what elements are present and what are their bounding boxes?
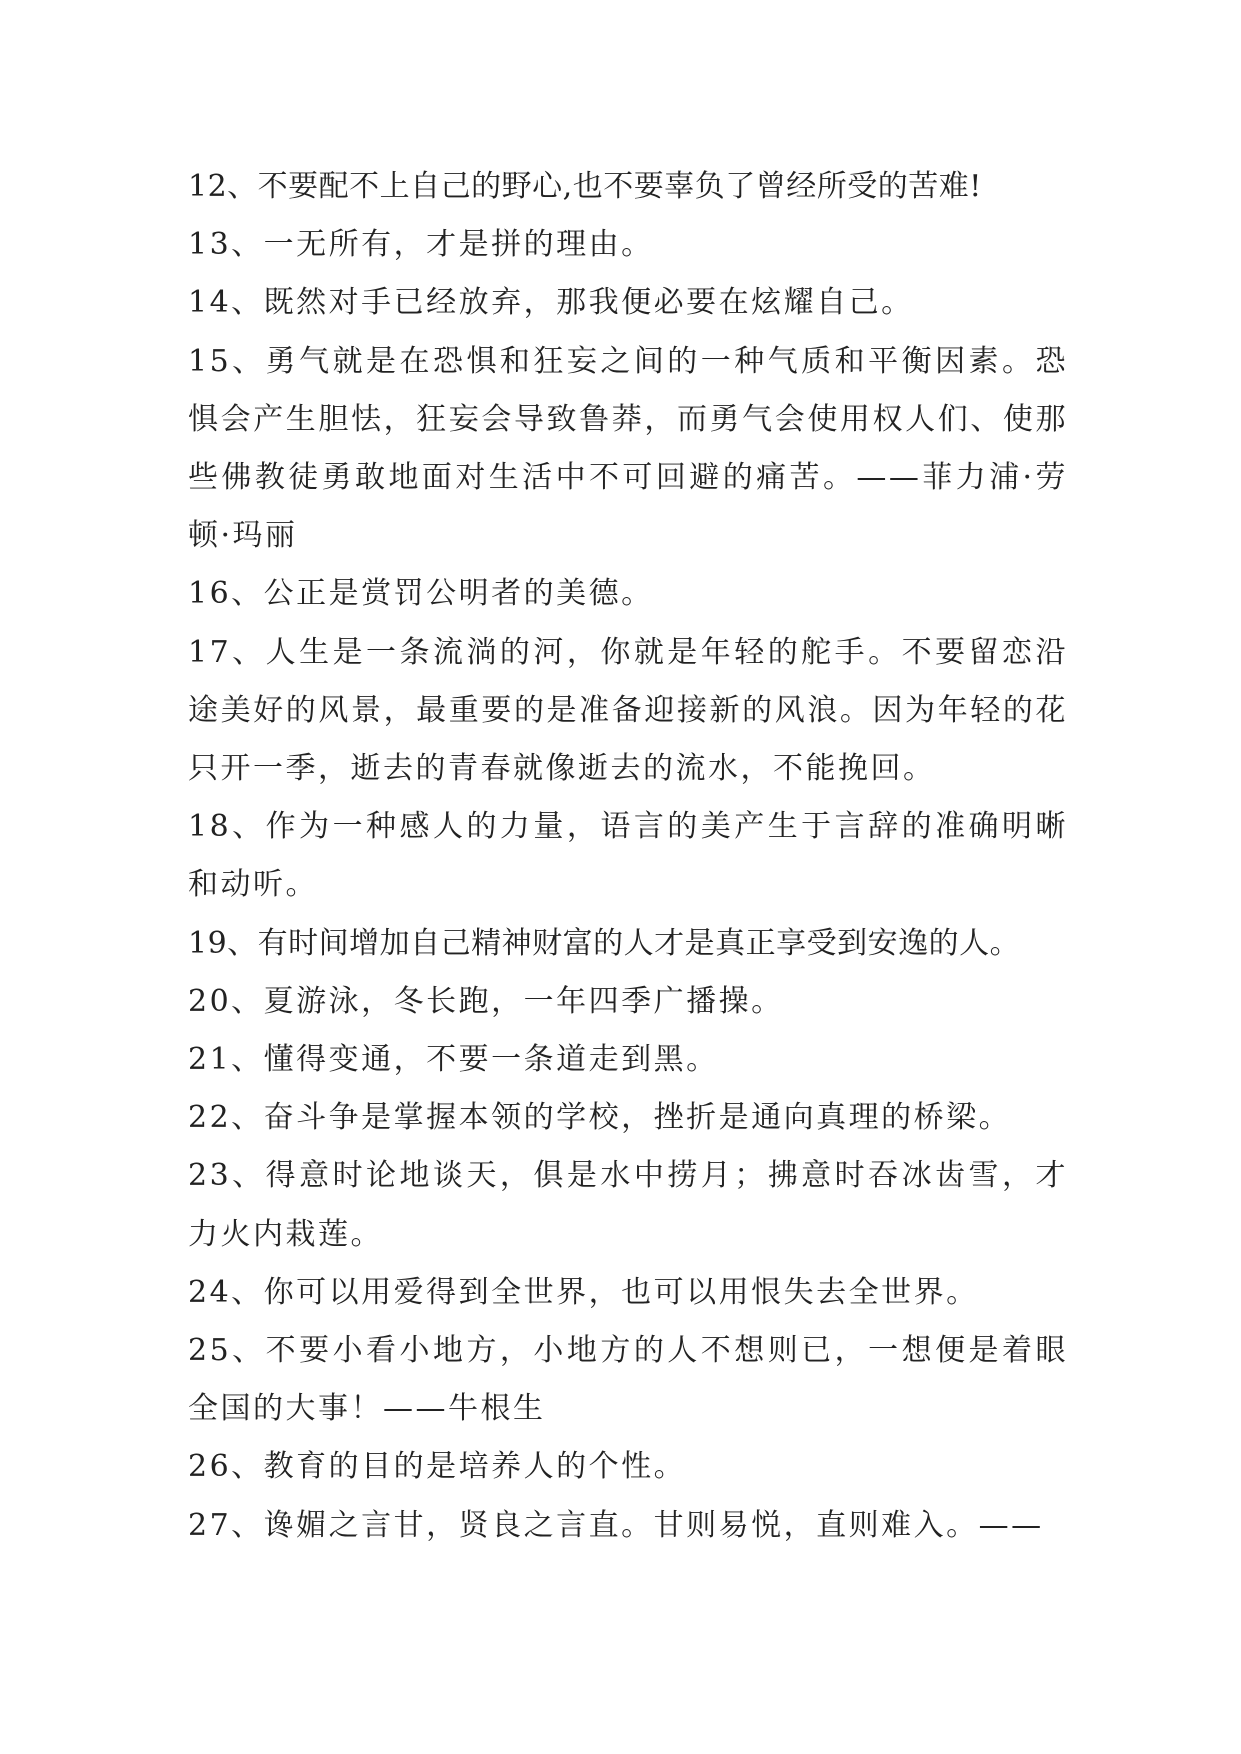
paragraph-17: 17、人生是一条流淌的河，你就是年轻的舵手。不要留恋沿途美好的风景，最重要的是准备迎接新的风浪。因为年轻的花只开一季，逝去的青春就像逝去的流水，不能挽回。 <box>188 634 1068 787</box>
paragraph-12: 12、不要配不上自己的野心,也不要辜负了曾经所受的苦难! <box>188 169 982 204</box>
paragraph-20: 20、夏游泳，冬长跑，一年四季广播操。 <box>188 983 784 1019</box>
paragraph-27: 27、谗媚之言甘，贤良之言直。甘则易悦，直则难入。—— <box>188 1507 1044 1543</box>
paragraph-24: 24、你可以用爱得到全世界，也可以用恨失去全世界。 <box>188 1274 979 1310</box>
paragraph-26: 26、教育的目的是培养人的个性。 <box>188 1449 687 1485</box>
document-body <box>188 158 1068 1555</box>
paragraph-25: 25、不要小看小地方，小地方的人不想则已，一想便是着眼全国的大事！——牛根生 <box>188 1333 1068 1427</box>
paragraph-19: 19、有时间增加自己精神财富的人才是真正享受到安逸的人。 <box>188 925 1021 961</box>
paragraph-14: 14、既然对手已经放弃，那我便必要在炫耀自己。 <box>188 285 914 321</box>
paragraph-18: 18、作为一种感人的力量，语言的美产生于言辞的准确明晰和动听。 <box>188 809 1068 903</box>
paragraph-22: 22、奋斗争是掌握本领的学校，挫折是通向真理的桥梁。 <box>188 1100 1012 1136</box>
paragraph-21: 21、懂得变通，不要一条道走到黑。 <box>188 1042 719 1078</box>
paragraph-15: 15、勇气就是在恐惧和狂妄之间的一种气质和平衡因素。恐惧会产生胆怯，狂妄会导致鲁莽，而勇气会使用权人们、使那些佛教徒勇敢地面对生活中不可回避的痛苦。——菲力浦·劳顿·玛丽 <box>188 343 1068 554</box>
paragraph-16: 16、公正是赏罚公明者的美德。 <box>188 576 654 612</box>
paragraph-23: 23、得意时论地谈天，俱是水中捞月；拂意时吞冰齿雪，才力火内栽莲。 <box>188 1158 1068 1252</box>
paragraph-13: 13、一无所有，才是拼的理由。 <box>188 227 654 263</box>
